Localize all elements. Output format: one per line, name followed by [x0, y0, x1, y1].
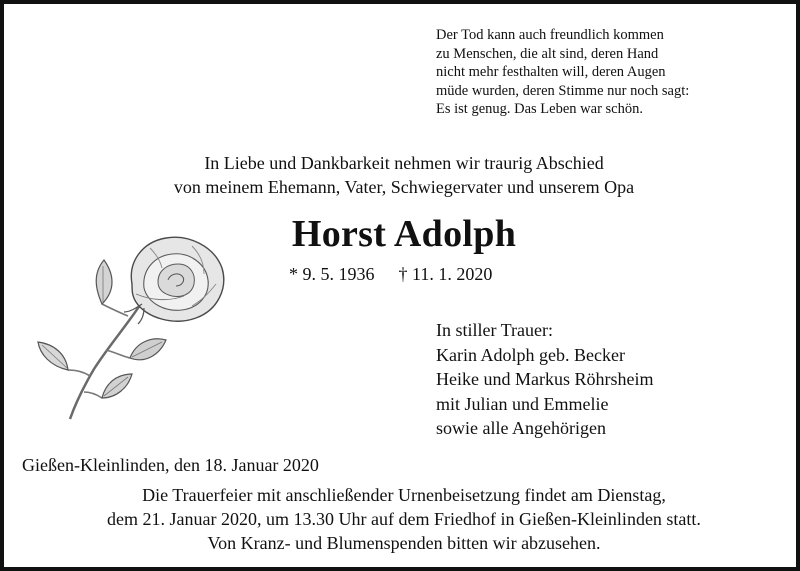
poem-line: nicht mehr festhalten will, deren Augen [436, 64, 666, 81]
place-and-date: Gießen-Kleinlinden, den 18. Januar 2020 [22, 455, 319, 475]
poem-line: zu Menschen, die alt sind, deren Hand [436, 45, 659, 62]
birth-date: * 9. 5. 1936 [289, 264, 375, 284]
mourners-block [436, 318, 653, 441]
poem [436, 26, 776, 119]
deceased-name: Horst Adolph [291, 213, 517, 255]
poem-line: müde wurden, deren Stimme nur noch sagt: [436, 82, 690, 99]
poem-line: Der Tod kann auch freundlich kommen [436, 27, 664, 43]
intro-line: von meinem Ehemann, Vater, Schwiegervater und unserem Opa [173, 177, 635, 197]
death-date: † 11. 1. 2020 [398, 264, 493, 284]
intro-line: In Liebe und Dankbarkeit nehmen wir traurig Abschied [204, 153, 604, 173]
mourners-heading: In stiller Trauer: [436, 320, 553, 340]
mourner-line: Karin Adolph geb. Becker [436, 344, 625, 365]
mourner-line: sowie alle Angehörigen [436, 418, 606, 439]
mourner-line: Heike und Markus Röhrsheim [436, 369, 654, 390]
rose-icon [32, 224, 232, 424]
poem-line: Es ist genug. Das Leben war schön. [436, 101, 643, 118]
funeral-line: Die Trauerfeier mit anschließender Urnenbeisetzung findet am Dienstag, [142, 485, 666, 505]
funeral-line: dem 21. Januar 2020, um 13.30 Uhr auf dem Friedhof in Gießen-Kleinlinden statt. [107, 509, 701, 529]
funeral-details [4, 483, 800, 555]
mourner-line: mit Julian und Emmelie [436, 393, 609, 414]
farewell-intro [4, 151, 800, 199]
life-dates [289, 262, 492, 286]
funeral-line: Von Kranz- und Blumenspenden bitten wir abzusehen. [207, 533, 601, 553]
